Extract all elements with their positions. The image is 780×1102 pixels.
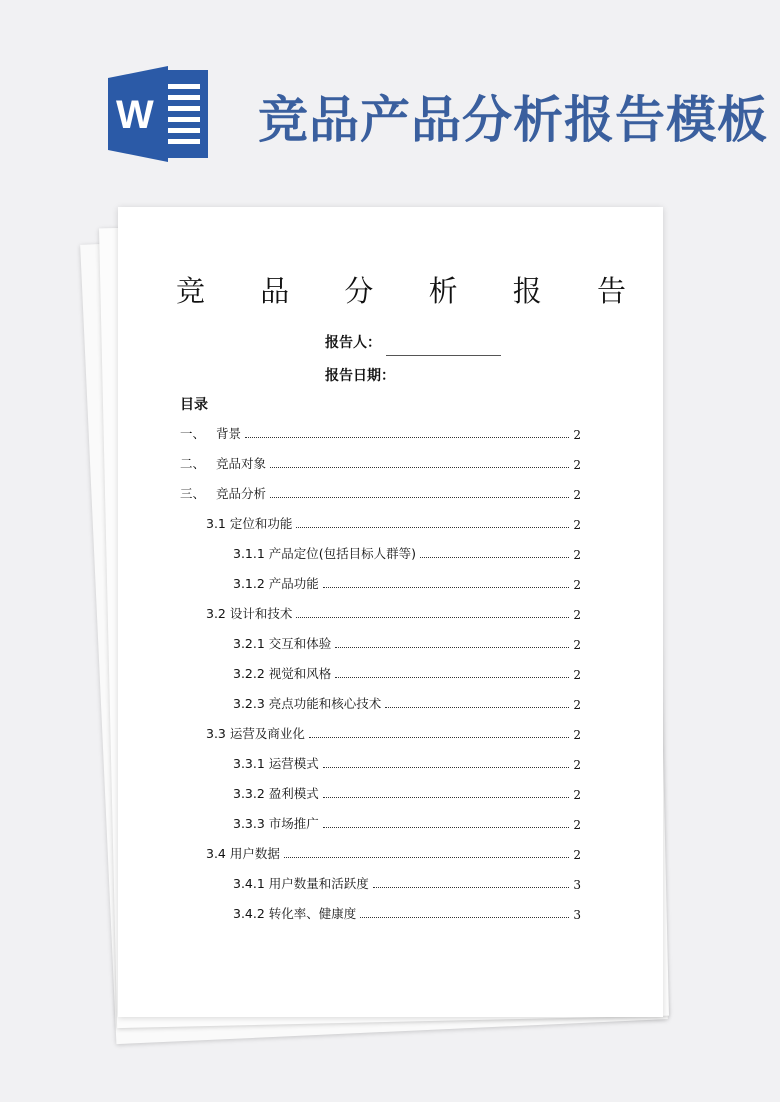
title-char: 竞 — [176, 274, 206, 308]
toc-leader-dots — [309, 737, 570, 738]
toc-item-label: 3.4.1 用户数量和活跃度 — [233, 876, 369, 891]
toc-page-number: 2 — [573, 458, 581, 472]
toc-page-number: 2 — [573, 428, 581, 442]
toc-page-number: 2 — [573, 518, 581, 532]
toc-item[interactable] — [233, 754, 581, 772]
svg-text:W: W — [116, 93, 154, 137]
toc-page-number: 2 — [573, 698, 581, 712]
word-icon — [108, 66, 208, 162]
toc-item-number: 一、 — [180, 426, 206, 441]
toc-leader-dots — [323, 587, 570, 588]
title-char: 告 — [596, 274, 626, 308]
toc-item-label: 3.2.2 视觉和风格 — [233, 666, 332, 681]
toc-item[interactable] — [206, 514, 581, 532]
reporter-blank-line — [386, 355, 501, 356]
toc-leader-dots — [296, 527, 569, 528]
page-header-title: 竞品产品分析报告模板 — [258, 90, 768, 149]
toc-item-label: 3.1.1 产品定位(包括目标人群等) — [233, 546, 417, 561]
toc-item-label: 3.1.2 产品功能 — [233, 576, 319, 591]
toc-item[interactable] — [180, 424, 581, 442]
toc-item-label: 3.4.2 转化率、健康度 — [233, 906, 357, 921]
toc-leader-dots — [296, 617, 569, 618]
toc-item[interactable] — [233, 814, 581, 832]
toc-item-number: 三、 — [180, 486, 206, 501]
toc-leader-dots — [323, 767, 570, 768]
title-char: 报 — [512, 274, 542, 308]
toc-leader-dots — [335, 677, 569, 678]
toc-item-label: 3.3 运营及商业化 — [206, 726, 305, 741]
toc-page-number: 2 — [573, 728, 581, 742]
toc-item-label: 3.2.1 交互和体验 — [233, 636, 332, 651]
toc-item-label: 3.3.1 运营模式 — [233, 756, 319, 771]
toc-item[interactable] — [206, 604, 581, 622]
toc-page-number: 2 — [573, 578, 581, 592]
toc-item[interactable] — [206, 844, 581, 862]
toc-leader-dots — [385, 707, 569, 708]
toc-page-number: 2 — [573, 488, 581, 502]
title-char: 品 — [260, 274, 290, 308]
toc-item-label: 3.4 用户数据 — [206, 846, 280, 861]
toc-leader-dots — [323, 797, 570, 798]
toc-item-label: 竞品分析 — [216, 486, 267, 501]
document-title — [176, 269, 626, 310]
toc-page-number: 2 — [573, 608, 581, 622]
toc-leader-dots — [335, 647, 569, 648]
toc-page-number: 3 — [573, 908, 581, 922]
toc-item-label: 3.1 定位和功能 — [206, 516, 293, 531]
reporter-label: 报告人： — [325, 335, 381, 351]
toc-item-label: 竞品对象 — [216, 456, 267, 471]
document-page — [118, 207, 663, 1017]
toc-page-number: 3 — [573, 878, 581, 892]
toc-item[interactable] — [233, 874, 581, 892]
toc-leader-dots — [245, 437, 569, 438]
toc-page-number: 2 — [573, 818, 581, 832]
toc-item[interactable] — [180, 484, 581, 502]
toc-leader-dots — [420, 557, 569, 558]
toc-item-label: 3.3.3 市场推广 — [233, 816, 319, 831]
toc-item-label: 3.2 设计和技术 — [206, 606, 293, 621]
toc-item-label: 3.2.3 亮点功能和核心技术 — [233, 696, 382, 711]
toc-item-number: 二、 — [180, 456, 206, 471]
toc-item[interactable] — [233, 664, 581, 682]
toc-item[interactable] — [233, 544, 581, 562]
toc-page-number: 2 — [573, 638, 581, 652]
title-char: 分 — [344, 274, 374, 308]
toc-item[interactable] — [233, 904, 581, 922]
toc-leader-dots — [284, 857, 570, 858]
toc-item[interactable] — [180, 454, 581, 472]
toc-item[interactable] — [233, 634, 581, 652]
toc-leader-dots — [270, 467, 569, 468]
toc-page-number: 2 — [573, 668, 581, 682]
toc-leader-dots — [323, 827, 570, 828]
report-date-label: 报告日期： — [325, 368, 395, 384]
toc-item-label: 3.3.2 盈利模式 — [233, 786, 319, 801]
toc-page-number: 2 — [573, 788, 581, 802]
toc-page-number: 2 — [573, 848, 581, 862]
toc-leader-dots — [270, 497, 569, 498]
toc-leader-dots — [373, 887, 570, 888]
toc-item[interactable] — [233, 574, 581, 592]
toc-item-label: 背景 — [216, 426, 242, 441]
title-char: 析 — [428, 274, 458, 308]
toc-item[interactable] — [233, 784, 581, 802]
toc-heading: 目录 — [180, 397, 208, 413]
toc-page-number: 2 — [573, 548, 581, 562]
toc-leader-dots — [360, 917, 569, 918]
toc-item[interactable] — [206, 724, 581, 742]
toc-item[interactable] — [233, 694, 581, 712]
toc-page-number: 2 — [573, 758, 581, 772]
